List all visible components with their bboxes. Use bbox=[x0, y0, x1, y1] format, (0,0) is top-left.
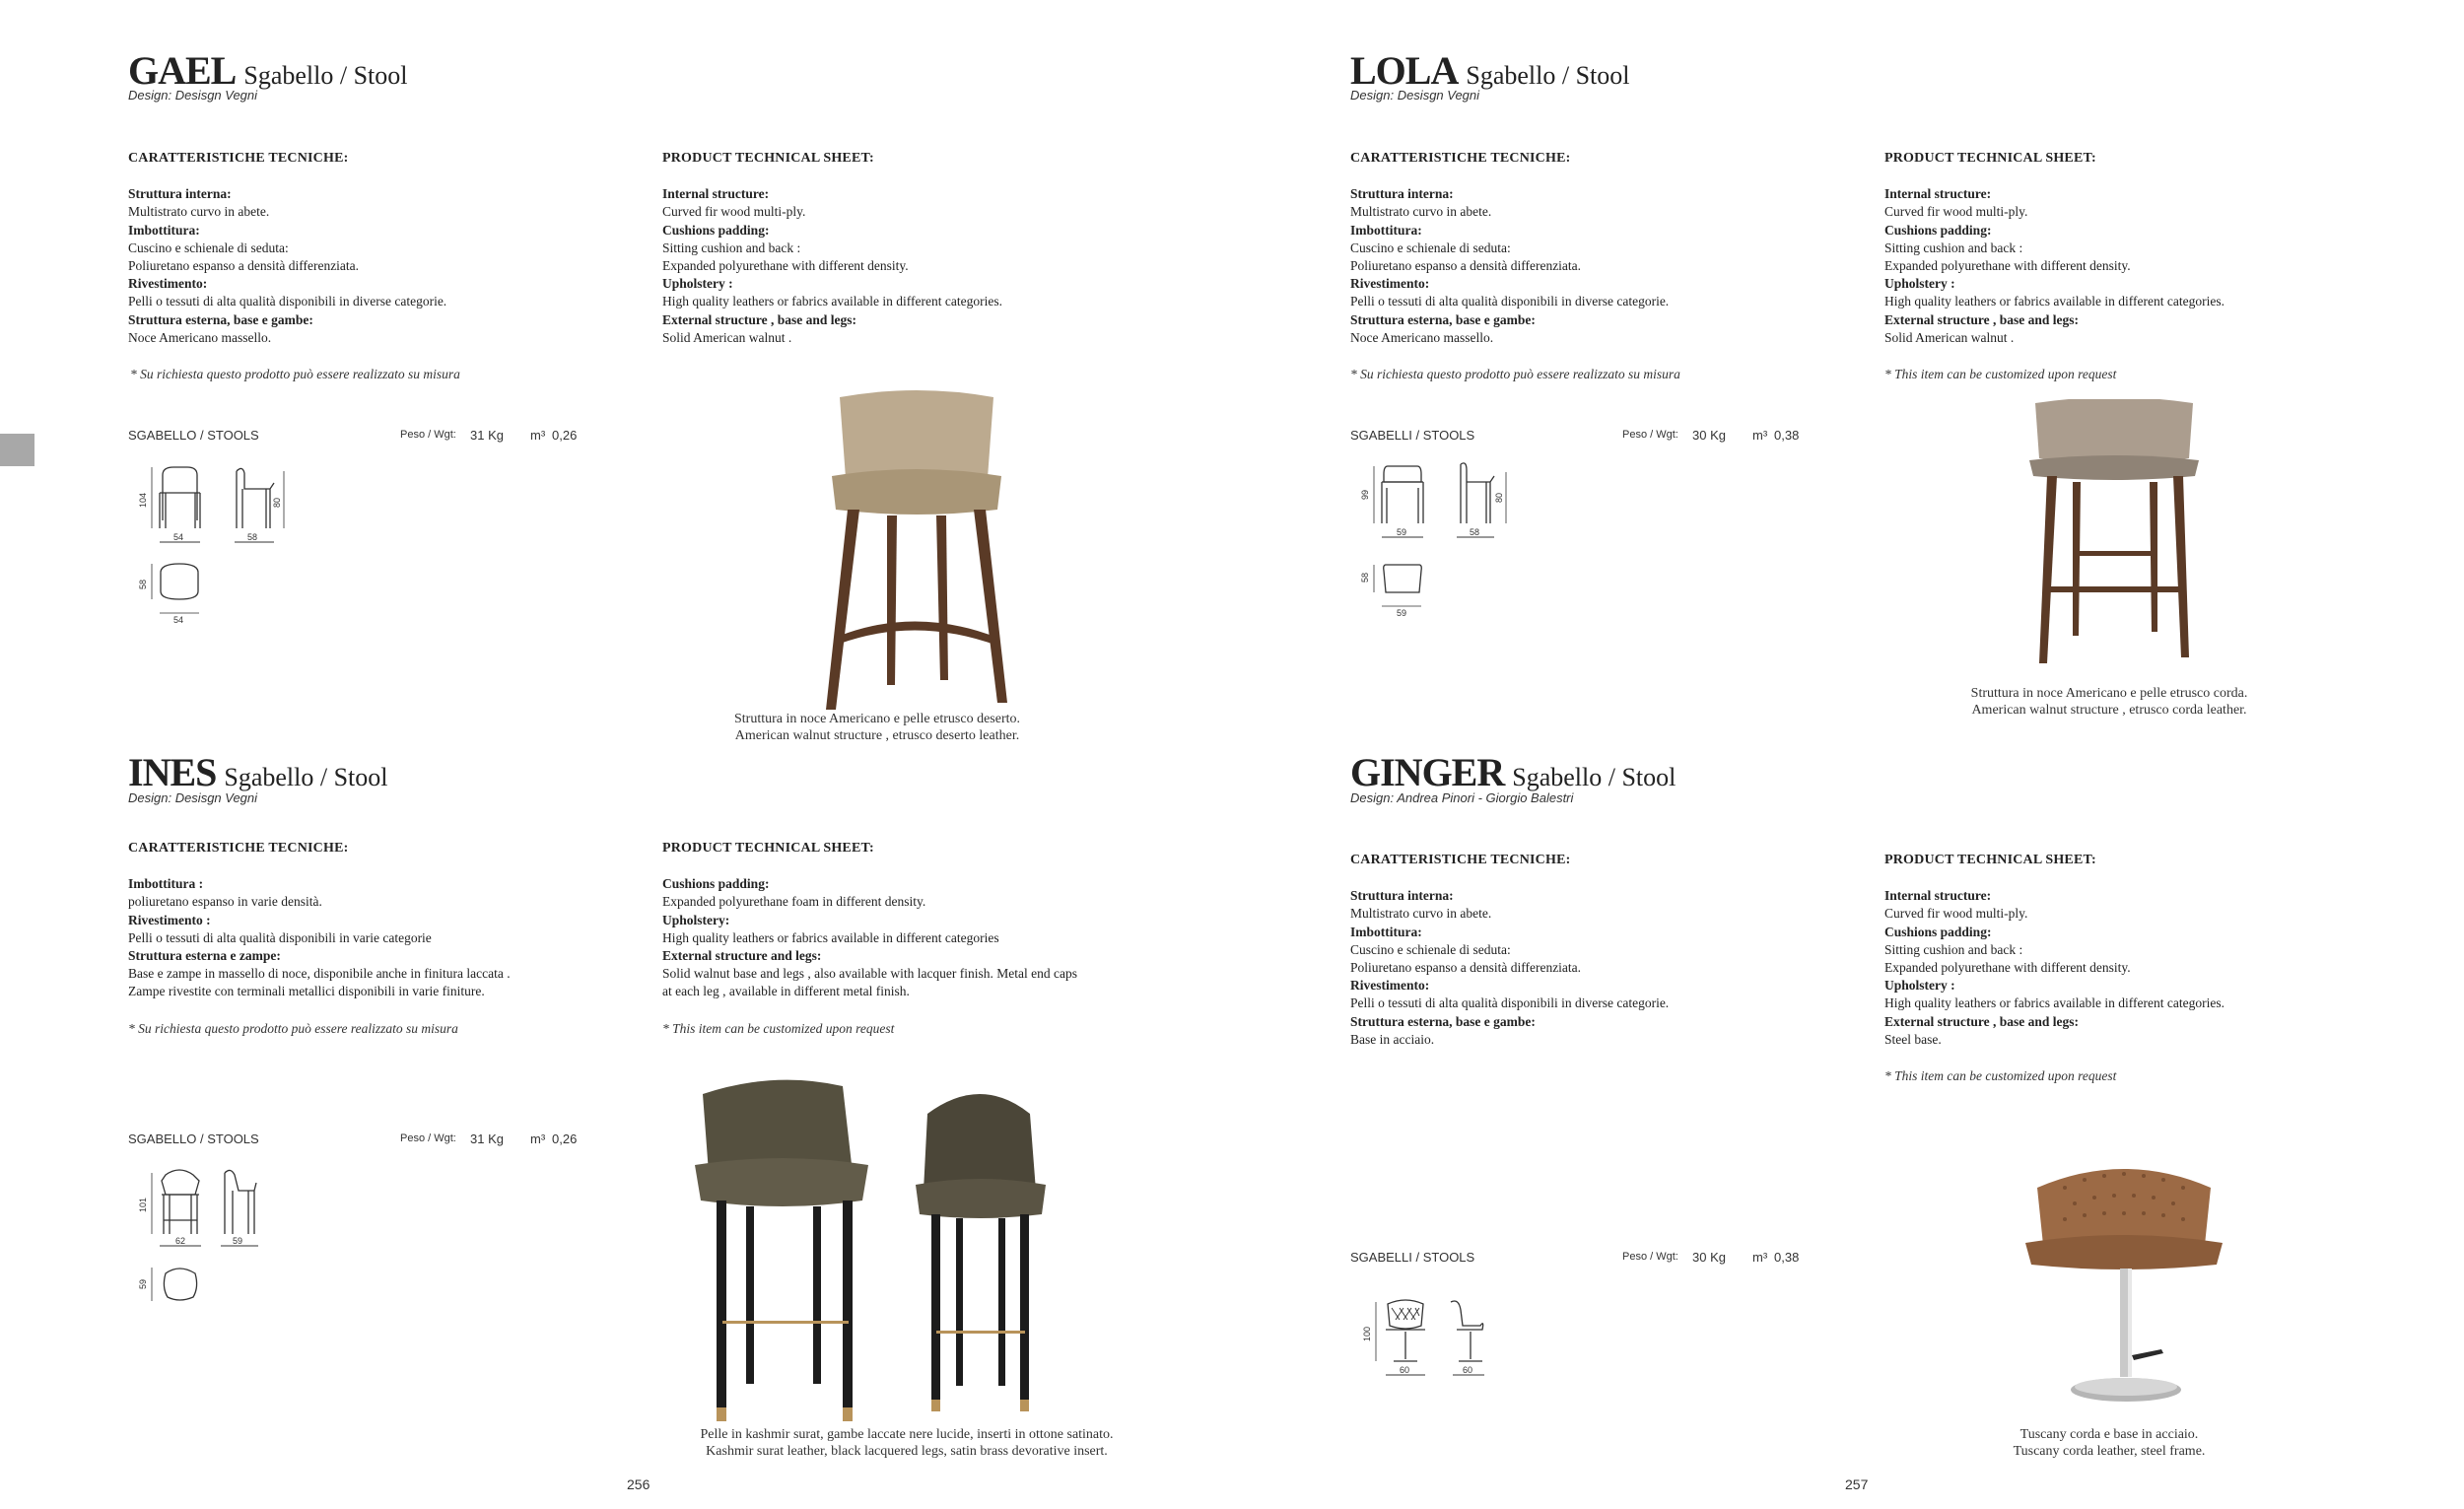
designer-credit: Design: Andrea Pinori - Giorgio Balestri bbox=[1350, 790, 1574, 805]
specs-label: SGABELLI / STOOLS bbox=[1350, 1250, 1475, 1265]
product-subtitle: Sgabello / Stool bbox=[243, 61, 408, 90]
sheet-heading: PRODUCT TECHNICAL SHEET: bbox=[1884, 151, 2096, 166]
sheet-row: Struttura esterna e zampe: Base e zampe in massello di noce, disponibile anche in finitura laccata . bbox=[128, 948, 511, 982]
custom-note-en: * This item can be customized upon request bbox=[662, 1021, 895, 1036]
dimension-drawing bbox=[138, 463, 296, 631]
product-name: GINGER bbox=[1350, 750, 1505, 794]
product-subtitle: Sgabello / Stool bbox=[1466, 61, 1630, 90]
sheet-heading: PRODUCT TECHNICAL SHEET: bbox=[662, 151, 874, 166]
caption-line-en: Tuscany corda leather, steel frame. bbox=[2013, 1444, 2206, 1459]
sheet-row: Upholstery : High quality leathers or fabrics available in different categories. bbox=[1884, 978, 2224, 1011]
sheet-row: External structure , base and legs: Solid American walnut . bbox=[1884, 311, 2079, 345]
sheet-heading: CARATTERISTICHE TECNICHE: bbox=[1350, 151, 1571, 166]
dim-side-width: 59 bbox=[233, 1236, 243, 1246]
dim-top-height: 58 bbox=[1360, 572, 1370, 583]
sheet-heading: PRODUCT TECHNICAL SHEET: bbox=[662, 841, 874, 856]
sheet-heading: CARATTERISTICHE TECNICHE: bbox=[128, 841, 349, 856]
weight-label: Peso / Wgt: bbox=[400, 1132, 456, 1144]
product-photo bbox=[2025, 1158, 2223, 1414]
weight-label: Peso / Wgt: bbox=[1622, 429, 1678, 441]
sheet-row: Struttura interna: Multistrato curvo in abete. bbox=[128, 186, 270, 220]
sheet-row: Expanded polyurethane with different density. bbox=[1884, 960, 2131, 976]
caption-line-it: Struttura in noce Americano e pelle etrusco corda. bbox=[1970, 686, 2248, 701]
sheet-row: Upholstery : High quality leathers or fabrics available in different categories. bbox=[662, 276, 1002, 309]
sheet-row: Upholstery: High quality leathers or fabrics available in different categories bbox=[662, 912, 999, 945]
spec-sheet-italian bbox=[1350, 852, 1863, 1049]
dim-front-height: 101 bbox=[138, 1197, 148, 1212]
product-title bbox=[1350, 749, 1676, 795]
sheet-row: Poliuretano espanso a densità differenziata. bbox=[128, 258, 360, 274]
volume-label: m³ bbox=[530, 428, 546, 443]
sheet-row: at each leg , available in different metal finish. bbox=[662, 984, 910, 999]
weight-label: Peso / Wgt: bbox=[1622, 1251, 1678, 1263]
weight-label: Peso / Wgt: bbox=[400, 429, 456, 441]
dim-top-height: 58 bbox=[138, 579, 148, 589]
designer-credit: Design: Desisgn Vegni bbox=[1350, 88, 1480, 103]
spec-sheet-italian bbox=[1350, 150, 1863, 347]
product-name: INES bbox=[128, 750, 217, 794]
designer-credit: Design: Desisgn Vegni bbox=[128, 790, 258, 805]
sheet-row: Poliuretano espanso a densità differenziata. bbox=[1350, 960, 1582, 976]
page-number-right: 257 bbox=[1845, 1476, 1869, 1492]
sheet-row: External structure , base and legs: Steel base. bbox=[1884, 1013, 2079, 1047]
page-side-tab bbox=[0, 434, 34, 466]
sheet-heading: CARATTERISTICHE TECNICHE: bbox=[1350, 853, 1571, 867]
spec-sheet-english bbox=[1884, 852, 2397, 1049]
page-number-left: 256 bbox=[627, 1476, 650, 1492]
sheet-row: Imbottitura: Cuscino e schienale di seduta: bbox=[1350, 924, 1511, 957]
sheet-heading: PRODUCT TECHNICAL SHEET: bbox=[1884, 853, 2096, 867]
dim-front-width: 59 bbox=[1397, 527, 1407, 537]
caption-line-en: Kashmir surat leather, black lacquered legs, satin brass devorative insert. bbox=[706, 1444, 1108, 1459]
product-title bbox=[128, 47, 407, 94]
weight-value: 30 Kg bbox=[1692, 1250, 1726, 1265]
photo-caption bbox=[631, 1426, 1183, 1460]
product-photo bbox=[2025, 399, 2203, 675]
dim-front-height: 100 bbox=[1362, 1326, 1372, 1341]
dim-top-width: 54 bbox=[173, 615, 184, 625]
sheet-row: Upholstery : High quality leathers or fabrics available in different categories. bbox=[1884, 276, 2224, 309]
spec-sheet-english bbox=[1884, 150, 2397, 347]
product-name: LOLA bbox=[1350, 48, 1459, 93]
sheet-row: Imbottitura: Cuscino e schienale di seduta: bbox=[128, 222, 289, 255]
sheet-row: Cushions padding: Sitting cushion and back : bbox=[1884, 222, 2023, 255]
caption-line-it: Tuscany corda e base in acciaio. bbox=[2019, 1427, 2199, 1442]
dim-front-height: 104 bbox=[138, 492, 148, 508]
sheet-row: Cushions padding: Sitting cushion and back : bbox=[1884, 924, 2023, 957]
sheet-row: Internal structure: Curved fir wood multi-ply. bbox=[662, 186, 806, 220]
custom-note-en: * This item can be customized upon request bbox=[1884, 1068, 2117, 1083]
sheet-row: Rivestimento: Pelli o tessuti di alta qualità disponibili in diverse categorie. bbox=[1350, 978, 1670, 1011]
sheet-row: Struttura esterna, base e gambe: Noce Americano massello. bbox=[128, 311, 313, 345]
photo-caption bbox=[680, 711, 1074, 744]
sheet-row: Rivestimento: Pelli o tessuti di alta qualità disponibili in diverse categorie. bbox=[128, 276, 447, 309]
specs-row bbox=[1350, 428, 1843, 444]
sheet-row: Internal structure: Curved fir wood multi-ply. bbox=[1884, 888, 2028, 922]
dim-side-height: 80 bbox=[272, 497, 282, 508]
dimension-drawing bbox=[1360, 458, 1518, 626]
specs-row bbox=[1350, 1250, 1843, 1266]
custom-note: * Su richiesta questo prodotto può essere realizzato su misura bbox=[130, 367, 460, 381]
dim-side-height: 80 bbox=[1494, 492, 1504, 503]
custom-note: * Su richiesta questo prodotto può essere realizzato su misura bbox=[1350, 367, 1680, 381]
product-subtitle: Sgabello / Stool bbox=[1512, 763, 1677, 791]
sheet-row: Poliuretano espanso a densità differenziata. bbox=[1350, 258, 1582, 274]
dimension-drawing bbox=[138, 1163, 296, 1331]
custom-note-en: * This item can be customized upon request bbox=[1884, 367, 2117, 381]
sheet-row: Cushions padding: Sitting cushion and back : bbox=[662, 222, 801, 255]
specs-row bbox=[128, 1132, 621, 1147]
specs-row bbox=[128, 428, 621, 444]
caption-line-en: American walnut structure , etrusco deserto leather. bbox=[734, 728, 1020, 743]
sheet-row: Rivestimento : Pelli o tessuti di alta qualità disponibili in varie categorie bbox=[128, 912, 432, 945]
weight-value: 31 Kg bbox=[470, 1132, 504, 1146]
spec-sheet-english bbox=[662, 150, 1175, 347]
product-title bbox=[1350, 47, 1629, 94]
sheet-row: Expanded polyurethane with different density. bbox=[662, 258, 909, 274]
sheet-row: Struttura esterna, base e gambe: Base in acciaio. bbox=[1350, 1013, 1536, 1047]
sheet-row: Imbottitura : poliuretano espanso in varie densità. bbox=[128, 876, 322, 910]
sheet-row: Struttura interna: Multistrato curvo in abete. bbox=[1350, 186, 1492, 220]
sheet-row: Cushions padding: Expanded polyurethane foam in different density. bbox=[662, 876, 926, 910]
designer-credit: Design: Desisgn Vegni bbox=[128, 88, 258, 103]
volume-label: m³ bbox=[530, 1132, 546, 1146]
specs-label: SGABELLO / STOOLS bbox=[128, 428, 259, 443]
dimension-drawing bbox=[1360, 1296, 1518, 1405]
dim-front-width: 60 bbox=[1400, 1365, 1410, 1375]
dim-side-width: 60 bbox=[1463, 1365, 1473, 1375]
custom-note: * Su richiesta questo prodotto può essere realizzato su misura bbox=[128, 1021, 458, 1036]
specs-label: SGABELLO / STOOLS bbox=[128, 1132, 259, 1146]
product-title bbox=[128, 749, 388, 795]
sheet-row: Rivestimento: Pelli o tessuti di alta qualità disponibili in diverse categorie. bbox=[1350, 276, 1670, 309]
sheet-heading: CARATTERISTICHE TECNICHE: bbox=[128, 151, 349, 166]
sheet-row: Internal structure: Curved fir wood multi-ply. bbox=[1884, 186, 2028, 220]
photo-caption bbox=[1897, 685, 2321, 719]
sheet-row: Struttura interna: Multistrato curvo in abete. bbox=[1350, 888, 1492, 922]
dim-front-width: 62 bbox=[175, 1236, 186, 1246]
spec-sheet-italian bbox=[128, 840, 641, 1001]
caption-line-it: Struttura in noce Americano e pelle etrusco deserto. bbox=[733, 712, 1020, 726]
product-photo bbox=[695, 1074, 1119, 1434]
sheet-row: External structure , base and legs: Solid American walnut . bbox=[662, 311, 856, 345]
dim-top-height: 59 bbox=[138, 1278, 148, 1289]
volume-label: m³ bbox=[1752, 428, 1768, 443]
sheet-row: Struttura esterna, base e gambe: Noce Americano massello. bbox=[1350, 311, 1536, 345]
volume-value: 0,38 bbox=[1774, 1250, 1800, 1265]
volume-value: 0,26 bbox=[552, 1132, 578, 1146]
volume-label: m³ bbox=[1752, 1250, 1768, 1265]
volume-value: 0,26 bbox=[552, 428, 578, 443]
spec-sheet-italian bbox=[128, 150, 641, 347]
dim-top-width: 59 bbox=[1397, 608, 1407, 618]
sheet-row: External structure and legs: Solid walnut base and legs , also available with lacquer finish. Metal end caps bbox=[662, 948, 1078, 982]
dim-side-width: 58 bbox=[247, 532, 258, 542]
sheet-row: Zampe rivestite con terminali metallici disponibili in varie finiture. bbox=[128, 984, 485, 999]
dim-front-width: 54 bbox=[173, 532, 184, 542]
product-subtitle: Sgabello / Stool bbox=[224, 763, 388, 791]
spec-sheet-english bbox=[662, 840, 1214, 1001]
specs-label: SGABELLI / STOOLS bbox=[1350, 428, 1475, 443]
caption-line-it: Pelle in kashmir surat, gambe laccate nere lucide, inserti in ottone satinato. bbox=[700, 1427, 1114, 1442]
product-name: GAEL bbox=[128, 48, 237, 93]
weight-value: 30 Kg bbox=[1692, 428, 1726, 443]
caption-line-en: American walnut structure , etrusco corda leather. bbox=[1971, 703, 2247, 718]
product-photo bbox=[818, 389, 1015, 724]
dim-side-width: 58 bbox=[1470, 527, 1480, 537]
sheet-row: Expanded polyurethane with different density. bbox=[1884, 258, 2131, 274]
photo-caption bbox=[1907, 1426, 2311, 1460]
dim-front-height: 99 bbox=[1360, 489, 1370, 500]
volume-value: 0,38 bbox=[1774, 428, 1800, 443]
sheet-row: Imbottitura: Cuscino e schienale di seduta: bbox=[1350, 222, 1511, 255]
weight-value: 31 Kg bbox=[470, 428, 504, 443]
